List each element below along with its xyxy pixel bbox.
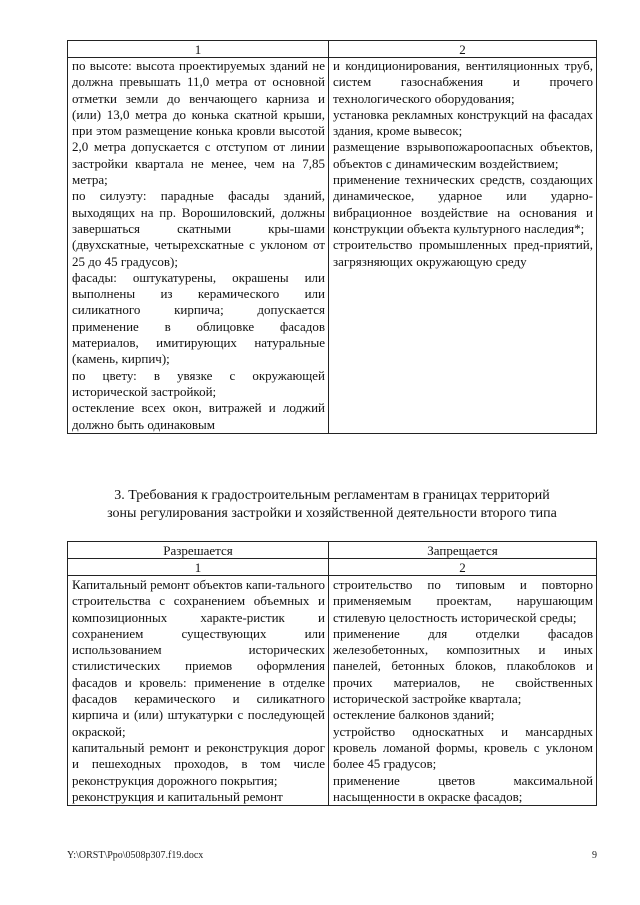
footer-file-path: Y:\ORST\Ppo\0508p307.f19.docx xyxy=(67,850,204,861)
column-number-row xyxy=(68,41,597,58)
forbidden-item: строительство по типовым и повторно применяемым проектам, нарушающим стилевую целостность исторической среды; xyxy=(333,577,593,625)
forbidden-cell xyxy=(329,58,597,434)
zone-regulation-table xyxy=(67,541,597,806)
forbidden-cell xyxy=(329,576,597,806)
requirements-table-continued xyxy=(67,40,597,434)
section-heading xyxy=(67,487,597,523)
allowed-item: Капитальный ремонт объектов капи-тального строительства с сохранением объемных и композиционных характе-ристик и сохранением существующих или использованием исторических стилистических приемов оформления фасадов и кровель: применение в отделке фасадов керамического и силикатного кирпича и (или) штукатурки с последующей окраской; xyxy=(72,577,325,739)
column-number-1: 1 xyxy=(68,559,329,576)
table-row xyxy=(68,58,597,434)
page-number: 9 xyxy=(592,850,597,861)
header-forbidden: Запрещается xyxy=(329,542,597,559)
forbidden-item: применение технических средств, создающих динамическое, ударное или ударно-вибрационное воздействие на основания и конструкции объекта культурного наследия*; xyxy=(333,172,593,236)
silhouette-requirement: по силуэту: парадные фасады зданий, выходящих на пр. Ворошиловский, должны завершаться скатными кры-шами (двухскатные, четырехскатные с уклоном от 25 до 45 градусов); xyxy=(72,188,325,269)
section-heading-line-1: 3. Требования к градостроительным регламентам в границах территорий xyxy=(114,488,550,503)
color-requirement: по цвету: в увязке с окружающей исторической застройкой; xyxy=(72,367,325,399)
forbidden-item: строительство промышленных пред-приятий, загрязняющих окружающую среду xyxy=(333,237,593,269)
allowed-item: капитальный ремонт и реконструкция дорог и пешеходных проходов, в том числе реконструкция дорожного покрытия; xyxy=(72,739,325,788)
allowed-cell xyxy=(68,58,329,434)
forbidden-item: устройство односкатных и мансардных кровель ломаной формы, кровель с уклоном более 45 градусов; xyxy=(333,723,593,772)
header-allowed: Разрешается xyxy=(68,542,329,559)
allowed-item: реконструкция и капитальный ремонт xyxy=(72,788,283,804)
section-heading-line-2: зоны регулирования застройки и хозяйственной деятельности второго типа xyxy=(107,506,557,521)
glazing-requirement: остекление всех окон, витражей и лоджий должно быть одинаковым xyxy=(72,400,325,432)
height-requirement: по высоте: высота проектируемых зданий не должна превышать 11,0 метра от основной отметки земли до венчающего карниза и (или) 13,0 метра до конька скатной крыши, при этом размещение конька кровли высотой 2,0 метра допускается с отступом от линии застройки квартала не менее, чем на 7,85 метра; xyxy=(72,58,325,188)
column-number-2: 2 xyxy=(329,41,597,58)
forbidden-item: применение цветов максимальной насыщенности в окраске фасадов; xyxy=(333,772,593,804)
table-row xyxy=(68,576,597,806)
column-number-2: 2 xyxy=(329,559,597,576)
header-row xyxy=(68,542,597,559)
forbidden-item: остекление балконов зданий; xyxy=(333,707,495,723)
facade-requirement: фасады: оштукатурены, окрашены или выполнены из керамического или силикатного кирпича; допускается применение в облицовке фасадов материалов, имитирующих натуральные (камень, кирпич); xyxy=(72,269,325,367)
forbidden-item: применение для отделки фасадов железобетонных, композитных и иных панелей, бетонных блоков, плакоблоков и прочих материалов, не свойственных исторической застройке квартала; xyxy=(333,625,593,707)
column-number-1: 1 xyxy=(68,41,329,58)
forbidden-item: установка рекламных конструкций на фасадах здания, кроме вывесок; xyxy=(333,106,593,139)
allowed-cell xyxy=(68,576,329,806)
column-number-row xyxy=(68,559,597,576)
forbidden-item: размещение взрывопожароопасных объектов, объектов с динамическим воздействием; xyxy=(333,139,593,171)
forbidden-item: и кондиционирования, вентиляционных труб, систем газоснабжения и прочего технологического оборудования; xyxy=(333,58,593,106)
